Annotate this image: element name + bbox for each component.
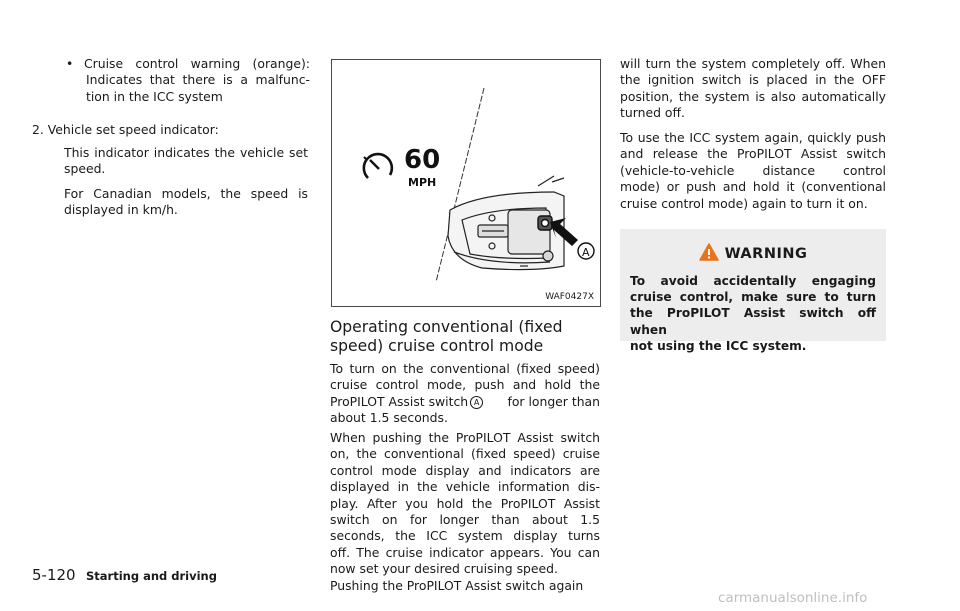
text-line: off. The cruise indicator appears. You can xyxy=(330,544,600,560)
bullet-line-1: Cruise control warning (orange): xyxy=(84,56,310,71)
text-line: switch on for longer than about 1.5 xyxy=(330,512,600,528)
item-2-para-2 xyxy=(64,186,308,219)
col2-para-2 xyxy=(330,430,600,594)
col3-para-2 xyxy=(620,130,886,212)
propilot-button xyxy=(538,216,552,230)
watermark: carmanualsonline.info xyxy=(718,590,868,606)
text-line: play. After you hold the ProPILOT Assist xyxy=(330,495,600,511)
text-fragment: ProPILOT Assist switch xyxy=(330,393,469,409)
text-line: Pushing the ProPILOT Assist switch again xyxy=(330,577,584,593)
text-line: For Canadian models, the speed is xyxy=(64,186,308,201)
text-line: This indicator indicates the vehicle set xyxy=(64,145,308,160)
text-line: the ignition switch is placed in the OFF xyxy=(620,72,886,88)
speedometer-icon xyxy=(364,154,392,178)
text-line: (vehicle-to-vehicle distance control xyxy=(620,162,886,178)
text-line: and release the ProPILOT Assist switch xyxy=(620,146,886,162)
callout-a-label: A xyxy=(582,246,590,259)
col3-para-1 xyxy=(620,56,886,122)
warning-line: To avoid accidentally engaging xyxy=(630,274,876,288)
text-line: To turn on the conventional (fixed speed) xyxy=(330,361,600,376)
text-line: To use the ICC system again, quickly push xyxy=(620,130,886,145)
footer-section-title: Starting and driving xyxy=(86,569,217,583)
col2-para-1 xyxy=(330,361,600,427)
warning-box xyxy=(620,229,886,353)
text-line: will turn the system completely off. When xyxy=(620,56,886,71)
text-line: cruise control mode, push and hold the xyxy=(330,377,600,393)
text-line: mode) or push and hold it (conventional xyxy=(620,179,886,195)
figure-propilot-switch xyxy=(331,59,601,307)
text-line: position, the system is also automatically xyxy=(620,88,886,104)
text-line: seconds, the ICC system display turns xyxy=(330,528,600,544)
warning-heading xyxy=(620,243,886,262)
item-2-para-1 xyxy=(64,145,308,178)
warning-text xyxy=(630,273,876,354)
text-line: displayed in the vehicle information dis- xyxy=(330,479,600,495)
text-line: control mode display and indicators are xyxy=(330,462,600,478)
text-line: displayed in km/h. xyxy=(64,202,178,218)
text-line: now set your desired cruising speed. xyxy=(330,561,558,577)
section-title-line: Operating conventional (fixed xyxy=(330,318,563,336)
section-title xyxy=(330,318,600,356)
item-2-label: 2. Vehicle set speed indicator: xyxy=(32,122,219,137)
text-line: speed. xyxy=(64,161,106,177)
callout-a-inline: A xyxy=(470,396,483,409)
text-line: When pushing the ProPILOT Assist switch xyxy=(330,430,600,445)
figure-code: WAF0427X xyxy=(545,292,594,302)
bullet-line-3: tion in the ICC system xyxy=(86,88,223,104)
text-line: on, the conventional (fixed speed) cruise xyxy=(330,446,600,462)
figure-unit: MPH xyxy=(408,176,437,189)
text-line: cruise control mode) again to turn it on. xyxy=(620,195,868,211)
text-line-with-callout xyxy=(330,394,600,410)
warning-triangle-icon xyxy=(699,243,719,261)
warning-line: cruise control, make sure to turn xyxy=(630,290,876,305)
warning-line: the ProPILOT Assist switch off when xyxy=(630,306,876,337)
bullet-dot: • xyxy=(66,56,74,71)
page-number: 5-120 xyxy=(32,566,76,584)
warning-title: WARNING xyxy=(724,246,808,262)
figure-illustration xyxy=(332,60,600,306)
text-line: turned off. xyxy=(620,105,685,121)
text-line: about 1.5 seconds. xyxy=(330,410,448,426)
figure-speed: 60 xyxy=(404,145,441,175)
section-title-line: speed) cruise control mode xyxy=(330,337,544,355)
warning-line: not using the ICC system. xyxy=(630,338,807,353)
text-fragment: for longer than xyxy=(507,393,600,409)
bullet-line-2: Indicates that there is a malfunc- xyxy=(86,72,310,88)
